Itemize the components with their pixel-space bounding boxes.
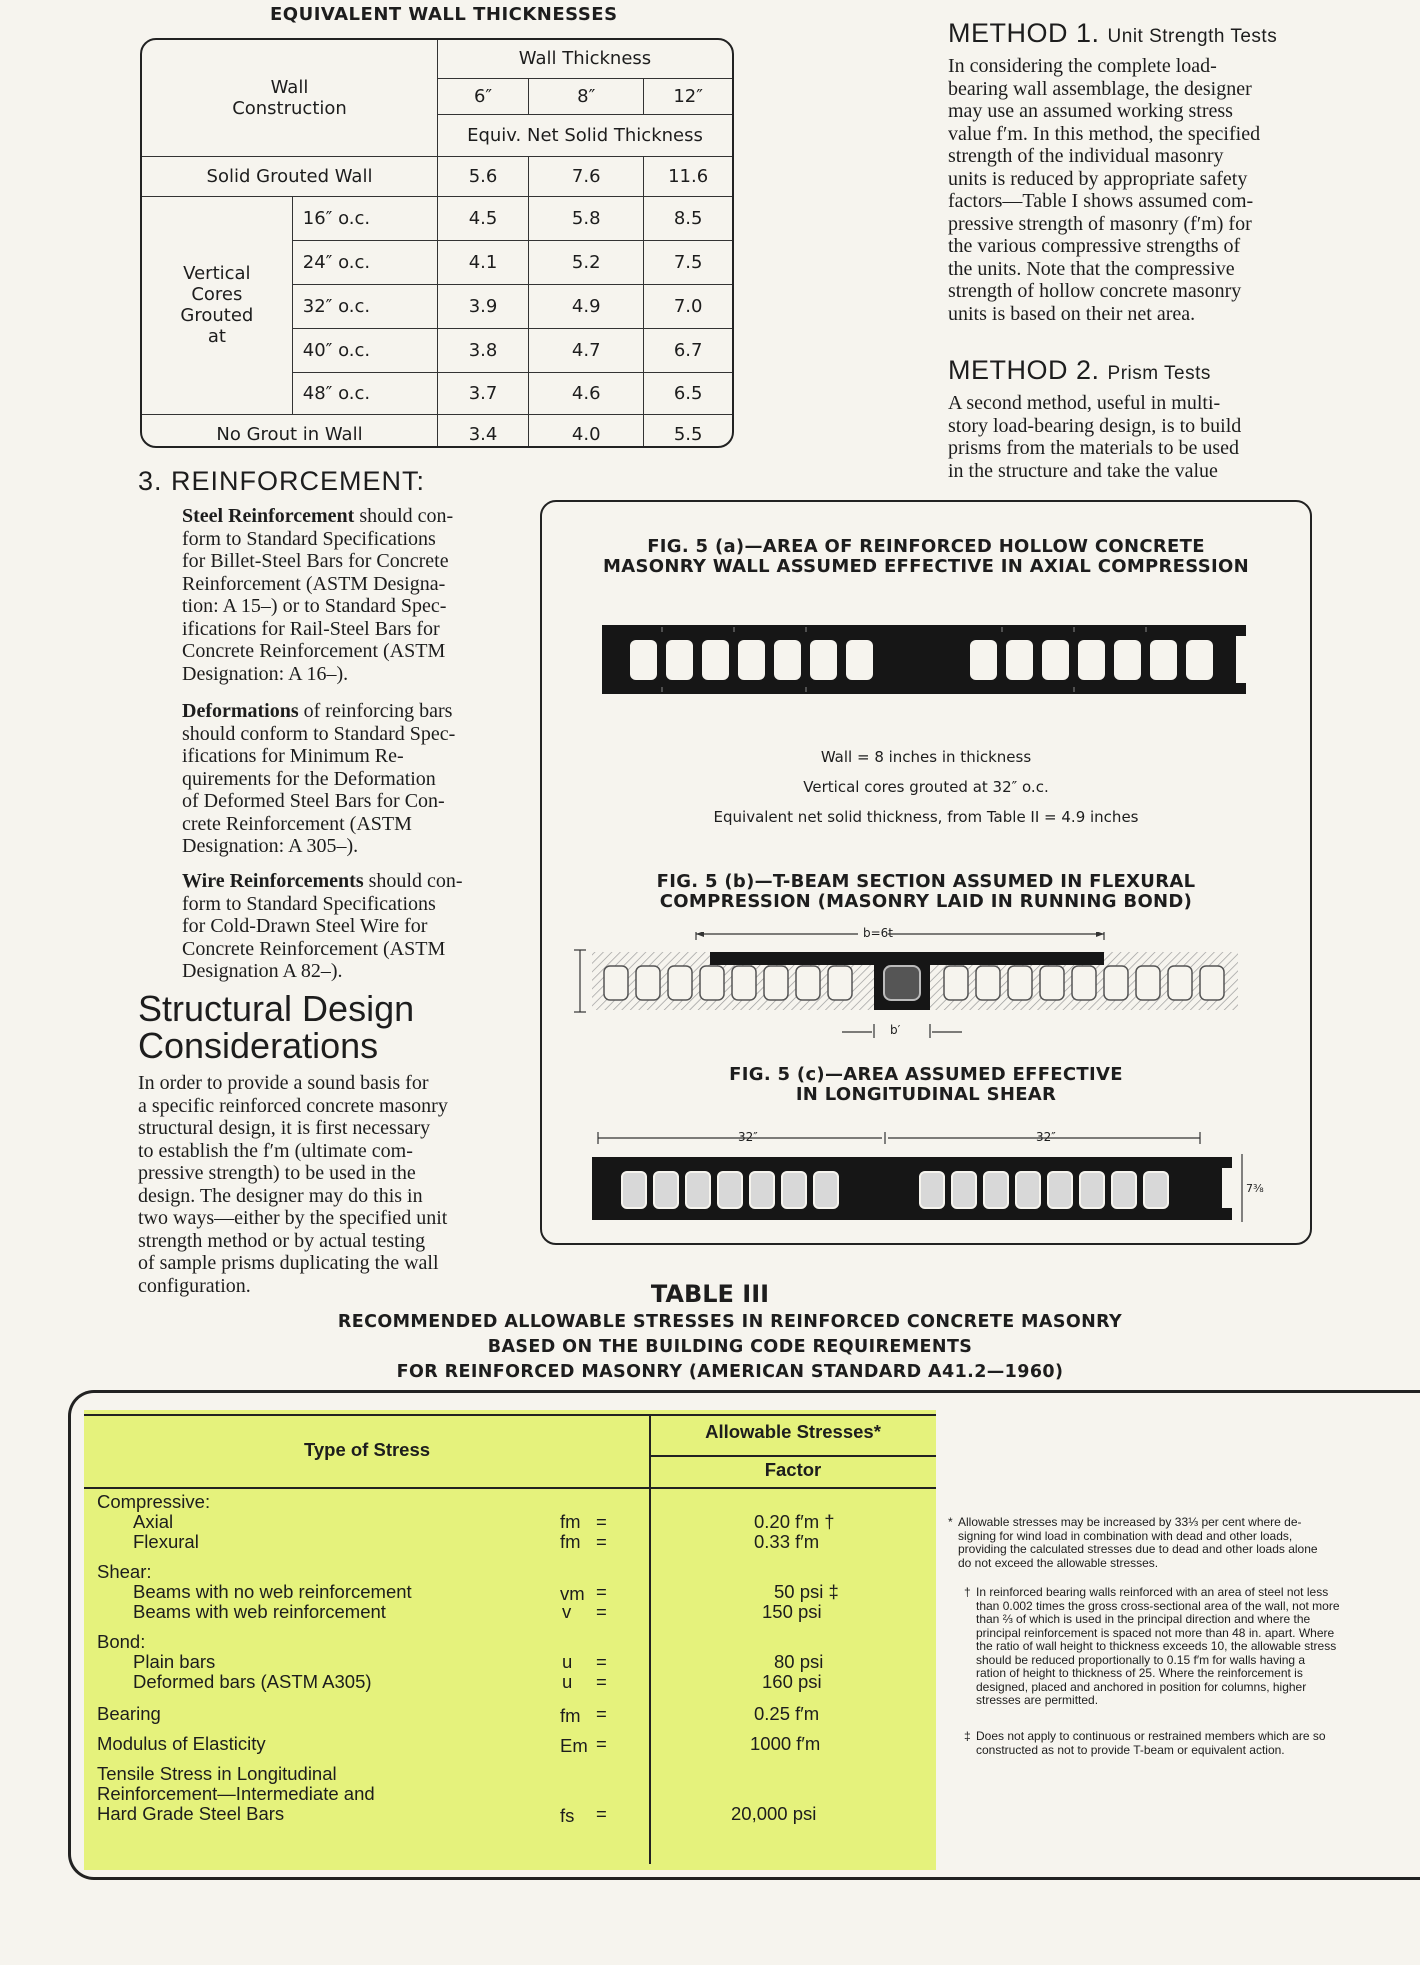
cell: 6.5 [644, 372, 732, 414]
symbol: fm [560, 1531, 581, 1552]
cell: 5.2 [529, 240, 644, 284]
with-web-label: Beams with web reinforcement [133, 1601, 386, 1622]
fig5a-wall-section-diagram [600, 622, 1260, 697]
equals: = [596, 1601, 607, 1622]
fig5a-note-wall: Wall = 8 inches in thickness [820, 748, 1032, 766]
row-label: No Grout in Wall [142, 414, 437, 448]
divider [650, 1455, 936, 1457]
method2-text: A second method, useful in multi- story load-bearing design, is to build prisms from the materials to be used in the structure and take the value [948, 392, 1242, 482]
cell: 5.6 [437, 156, 528, 196]
table3-title: TABLE III [650, 1280, 770, 1308]
fig5b-tbeam-diagram [572, 932, 1240, 1042]
cell: 7.6 [529, 156, 644, 196]
axial-label: Axial [133, 1511, 174, 1532]
cell: 4.9 [529, 284, 644, 328]
cell: 3.7 [437, 372, 528, 414]
cell: 7.0 [644, 284, 732, 328]
method1-text: In considering the complete load- bearing wall assemblage, the designer may use an assumed working stress value f′m. In this method, the specified strength of the individual masonry units is reduced by appropriate safety factors—Table I shows assumed com- pressive strength of masonry (f′m) for the various compressive strengths of the units. Note that the compressive strength of hollow concrete masonry units is based on their net area. [948, 55, 1261, 325]
symbol: fm [560, 1511, 581, 1532]
spacing-cell: 16″ o.c. [292, 196, 437, 240]
cell: 7.5 [644, 240, 732, 284]
factor-header: Factor [764, 1459, 822, 1480]
allowable-stresses-header: Allowable Stresses* [705, 1421, 881, 1442]
cell: 8.5 [644, 196, 732, 240]
structural-design-title: Structural Design Considerations [138, 988, 415, 1066]
value: 0.33 f′m [754, 1531, 820, 1552]
footnote-double-dagger: ‡ Does not apply to continuous or restrained members which are so constructed as not to provide T-beam or equivalent action. [964, 1729, 1326, 1757]
table3-subtitle: RECOMMENDED ALLOWABLE STRESSES IN REINFORCED CONCRETE MASONRY BASED ON THE BUILDING CODE REQUIREMENTS FOR REINFORCED MASONRY (AMERICAN STANDARD A41.2—1960) [337, 1312, 1123, 1382]
no-web-label: Beams with no web reinforcement [133, 1581, 412, 1602]
bearing-label: Bearing [97, 1703, 161, 1724]
value: 0.20 f′m † [754, 1511, 835, 1532]
equivalent-wall-thickness-table [140, 38, 734, 448]
equals: = [596, 1733, 607, 1754]
reinforcement-heading: 3. REINFORCEMENT: [138, 466, 426, 496]
compressive-label: Compressive: [97, 1491, 211, 1512]
vertical-cores-label: Vertical Cores Grouted at [142, 196, 292, 414]
row-label: Solid Grouted Wall [142, 156, 437, 196]
tensile-label: Tensile Stress in Longitudinal Reinforcement—Intermediate and Hard Grade Steel Bars [97, 1763, 375, 1824]
method2-heading: METHOD 2. Prism Tests [948, 355, 1211, 385]
symbol: fs [560, 1805, 575, 1826]
steel-reinforcement-paragraph: Steel Reinforcement should con- form to Standard Specifications for Billet-Steel Bars for Concrete Reinforcement (ASTM Designa- tion: A 15–) or to Standard Spec- ifications for Rail-Steel Bars for Concrete Reinforcement (ASTM Designation: A 16–). [182, 505, 454, 685]
symbol: u [562, 1671, 573, 1692]
equals: = [596, 1671, 607, 1692]
spacing-cell: 40″ o.c. [292, 328, 437, 372]
symbol: fm [560, 1705, 581, 1726]
wall-thickness-header: Wall Thickness [437, 40, 732, 78]
symbol: vm [560, 1583, 585, 1604]
equiv-net-solid-header: Equiv. Net Solid Thickness [437, 114, 732, 156]
spacing-cell: 48″ o.c. [292, 372, 437, 414]
cell: 4.6 [529, 372, 644, 414]
cell: 5.5 [644, 414, 732, 448]
shear-label: Shear: [97, 1561, 152, 1582]
equals: = [596, 1531, 607, 1552]
fig5a-caption: FIG. 5 (a)—AREA OF REINFORCED HOLLOW CONCRETE MASONRY WALL ASSUMED EFFECTIVE IN AXIAL COMPRESSION [603, 536, 1249, 577]
value: 20,000 psi [731, 1803, 817, 1824]
value: 160 psi [762, 1671, 822, 1692]
cell: 4.7 [529, 328, 644, 372]
divider [649, 1414, 651, 1864]
fig5c-caption: FIG. 5 (c)—AREA ASSUMED EFFECTIVE IN LONGITUDINAL SHEAR [729, 1064, 1123, 1105]
cell: 3.9 [437, 284, 528, 328]
table-row [142, 156, 732, 196]
table-row [142, 414, 732, 448]
value: 50 psi ‡ [774, 1581, 839, 1602]
spacing-cell: 32″ o.c. [292, 284, 437, 328]
divider [84, 1487, 936, 1489]
cell: 4.0 [529, 414, 644, 448]
value: 150 psi [762, 1601, 822, 1622]
flexural-label: Flexural [133, 1531, 199, 1552]
cell: 5.8 [529, 196, 644, 240]
equals: = [596, 1651, 607, 1672]
cell: 6.7 [644, 328, 732, 372]
cell: 11.6 [644, 156, 732, 196]
deformations-paragraph: Deformations of reinforcing bars should conform to Standard Spec- ifications for Minimum Re- quirements for the Deformation of Deformed Steel Bars for Con- crete Reinforcement (ASTM Designation: A 305–). [182, 700, 456, 857]
symbol: v [562, 1601, 572, 1622]
cell: 3.8 [437, 328, 528, 372]
fig5a-note-cores: Vertical cores grouted at 32″ o.c. [803, 778, 1049, 796]
fig5c-dim-side: 7⅜ [1246, 1182, 1264, 1195]
fig5b-caption: FIG. 5 (b)—T-BEAM SECTION ASSUMED IN FLEXURAL COMPRESSION (MASONRY LAID IN RUNNING BOND) [656, 871, 1196, 912]
value: 80 psi [774, 1651, 824, 1672]
wire-reinforcements-paragraph: Wire Reinforcements should con- form to Standard Specifications for Cold-Drawn Steel Wire for Concrete Reinforcement (ASTM Designation A 82–). [182, 870, 463, 982]
symbol: u [562, 1651, 573, 1672]
fig5a-note-equivalent: Equivalent net solid thickness, from Table II = 4.9 inches [713, 808, 1139, 826]
structural-design-text: In order to provide a sound basis for a specific reinforced concrete masonry structural design, it is first necessary to establish the f′m (ultimate com- pressive strength) to be used in the design. The designer may do this in two ways—either by the specified unit strength method or by actual testing of sample prisms duplicating the wall configuration. [138, 1072, 448, 1297]
cell: 3.4 [437, 414, 528, 448]
spacing-cell: 24″ o.c. [292, 240, 437, 284]
equals: = [596, 1511, 607, 1532]
divider [84, 1414, 936, 1416]
fig5c-shear-area-diagram [592, 1132, 1252, 1227]
equals: = [596, 1581, 607, 1602]
footnote-dagger: † In reinforced bearing walls reinforced with an area of steel not less than 0.002 times the gross cross-sectional area of the wall, not more than ⅔ of which is used in the principal direction and where the principal reinforcement is spaced not more than 48 in. apart. Where the ratio of wall height to thickness exceeds 10, the allowable stress should be reduced proportionally to 0.15 f′m for walls having a ration of height to thickness of 25. Where the reinforcement is designed, placed and anchored in position for columns, higher stresses are permitted. [964, 1585, 1340, 1707]
modulus-label: Modulus of Elasticity [97, 1733, 266, 1754]
fig5c-dim-left: 32″ [735, 1130, 761, 1144]
table-row [142, 196, 732, 240]
value: 0.25 f′m [754, 1703, 820, 1724]
cell: 4.5 [437, 196, 528, 240]
plain-bars-label: Plain bars [133, 1651, 216, 1672]
type-of-stress-header: Type of Stress [303, 1439, 431, 1460]
value: 1000 f′m [750, 1733, 821, 1754]
symbol: Em [560, 1735, 588, 1756]
cell: 4.1 [437, 240, 528, 284]
thickness-col-12: 12″ [644, 78, 732, 114]
wall-construction-header: Wall Construction [142, 40, 437, 156]
thickness-col-8: 8″ [529, 78, 644, 114]
bond-label: Bond: [97, 1631, 146, 1652]
method1-heading: METHOD 1. Unit Strength Tests [948, 18, 1278, 48]
fig5b-dim-bprime: b′ [890, 1023, 901, 1037]
fig5c-dim-right: 32″ [1033, 1130, 1059, 1144]
table2-caption: EQUIVALENT WALL THICKNESSES [270, 4, 618, 25]
fig5b-dim-b: b=6t [860, 926, 896, 940]
equals: = [596, 1703, 607, 1724]
deformed-bars-label: Deformed bars (ASTM A305) [133, 1671, 372, 1692]
footnote-star: * Allowable stresses may be increased by 33⅓ per cent where de- signing for wind load in combination with dead and other loads, providing the calculated stresses due to dead and other loads alone do not exceed the allowable stresses. [948, 1515, 1318, 1570]
equals: = [596, 1803, 607, 1824]
thickness-col-6: 6″ [437, 78, 528, 114]
